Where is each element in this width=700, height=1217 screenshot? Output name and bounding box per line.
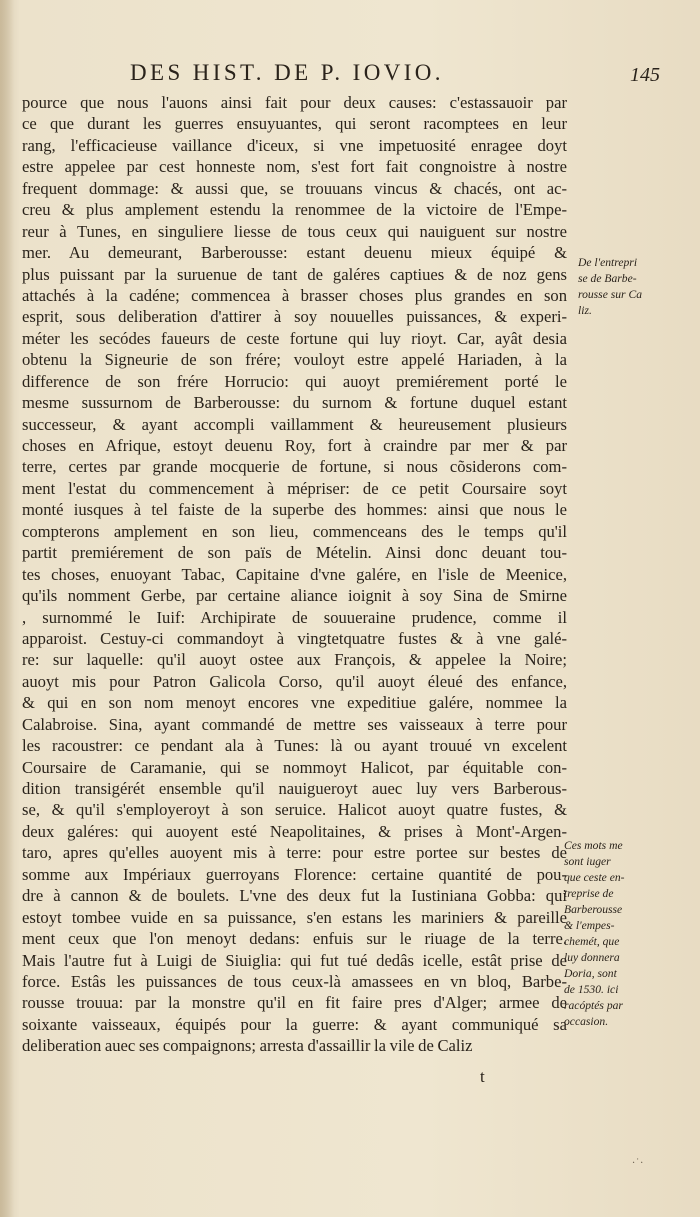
text-line: terre, certes par grande mocquerie de fortune, si nous cõsiderons com- [22,457,567,477]
page-header [130,60,660,90]
text-line: dre à cannon & de boulets. L'vne des deux fut la Iustiniana Gobba: qui [22,886,567,906]
text-line: compterons amplement en son lieu, commenceans des le temps qu'il [22,521,567,541]
text-line: Coursaire de Caramanie, qui se nommoyt Halicot, par équitable con- [22,757,567,777]
margin-note-line: occasion. [564,1015,609,1028]
text-line: dition transigérét ensemble qu'il nauigueroyt auec luy vers Barberous- [22,779,567,798]
text-line: se, & qu'il s'employeroyt à son seruice. Halicot auoyt quatre fustes, & [22,800,567,820]
text-line: estoyt tombee vuide en sa puissance, s'en estans les mariniers & pareille [22,907,567,927]
margin-note-entreprise [578,255,696,319]
text-line: ment l'estat du commencement à mépriser: de ce petit Coursaire soyt [22,478,567,498]
text-line: les racoustrer: ce pendant ala à Tunes: là ou ayant trouué vn excelent [22,736,567,756]
margin-note-line: luy donnera [564,951,620,964]
text-line: frequent dommage: & aussi que, se trouuans vincus & chacés, ont ac- [22,178,567,198]
text-line: mesme sussurnom de Barberousse: du surnom & fortune duquel estant [22,393,567,413]
text-line: attachés à la cadéne; commencea à brasser choses plus grandes en son [22,285,567,305]
margin-note-line: racóptés par [564,999,623,1012]
text-line: Calabroise. Sina, ayant commandé de mettre ses vaisseaux à terre pour [22,714,567,734]
text-line: monté iusques à tel faiste de la superbe des hommes: ainsi que nous le [22,500,567,520]
text-line: taro, apres qu'elles auoyent mis à terre: pour estre portee sur bestes de [22,843,567,863]
text-line: partit premiérement de son païs de Mételin. Ainsi donc deuant tou- [22,543,567,563]
text-line: soixante vaisseaux, équipés pour la guerre: & ayant communiqué sa [22,1014,567,1034]
margin-note-line: chemét, que [564,935,620,948]
text-line: apparoist. Cestuy-ci commandoyt à vingtetquatre fustes & à vne galé- [22,628,567,648]
text-line: ment ceux que l'on menoyt dedans: enfuis sur le riuage de la terre. [22,929,567,949]
text-line: obtenu la Signeurie de son frére; vouloyt estre appelé Hariaden, à la [22,350,567,370]
text-line: ce que durant les guerres ensuyuantes, qui seront racomptees en leur [22,114,567,134]
margin-note-line: sont iuger [564,855,611,868]
text-line: plus puissant par la suruenue de tant de galéres captiues & de noz gens [22,264,567,284]
text-line: deux galéres: qui auoyent esté Neapolitaines, & prises à Mont'-Argen- [22,821,567,841]
margin-note-line: rousse sur Ca [578,288,642,301]
body-text [22,92,567,1057]
margin-note-line: Doria, sont [564,967,617,980]
page-speck: ·˙· [632,1158,644,1169]
margin-note-line: Ces mots me [564,839,623,852]
text-line: esprit, sous deliberation d'attirer à soy nouuelles puissances, & experi- [22,307,567,327]
text-line: rousse trouua: par la monstre qu'il en fit faire pres d'Alger; armee de [22,993,567,1013]
text-line: auoyt mis pour Patron Galicola Corso, qu'il auoyt éleué des enfance, [22,671,567,691]
text-line: creu & plus amplement estendu la renommee de la victoire de l'Empe- [22,200,567,220]
margin-note-doria [564,838,694,1030]
text-line: successeur, & ayant accompli vaillamment & heureusement plusieurs [22,414,567,434]
text-line: mer. Au demeurant, Barberousse: estant deuenu mieux équipé & [22,243,567,263]
text-line: méter les secódes faueurs de ceste fortune qui luy rioyt. Car, ayât desia [22,328,567,348]
text-line: difference de son frére Horrucio: qui auoyt premiérement porté le [22,371,567,391]
page-gutter-shadow [0,0,14,1217]
margin-note-line: liz. [578,304,592,317]
signature-mark: t [480,1067,485,1086]
text-line: force. Estâs les puissances de tous ceux-là amassees en vn bloq, Barbe- [22,971,567,991]
text-line: tes choses, enuoyant Tabac, Capitaine d'vne galére, en l'isle de Meenice, [22,564,567,584]
text-line: , surnommé le Iuif: Archipirate de souueraine prudence, comme il [22,607,567,627]
text-line: re: sur laquelle: qu'il auoyt ostee aux François, & appelee la Noire; [22,650,567,670]
text-line: rang, l'efficacieuse vaillance d'iceux, si vne impetuosité enragee doyt [22,135,567,155]
text-line: estre appelee par cest honneste nom, s'est fort fait congnoistre à nostre [22,157,567,177]
margin-note-line: que ceste en- [564,871,625,884]
margin-note-line: treprise de [564,887,614,900]
margin-note-line: De l'entrepri [578,256,638,269]
folio-number: 145 [630,64,660,86]
running-head: DES HIST. DE P. IOVIO. [130,60,444,85]
margin-note-line: de 1530. ici [564,983,619,996]
text-line: pource que nous l'auons ainsi fait pour deux causes: c'estassauoir par [22,93,567,112]
text-line: & qui en son nom menoyt encores vne expeditiue galére, nommee la [22,693,567,713]
text-line: Mais l'autre fut à Luigi de Siuiglia: qui fut tué dedâs icelle, estât prise de [22,950,567,970]
text-line: somme aux Impériaux guerroyans Florence: certaine quantité de pou- [22,864,567,884]
text-line: deliberation auec ses compaignons; arresta d'assaillir la vile de Caliz [22,1036,473,1056]
margin-note-line: se de Barbe- [578,272,637,285]
margin-note-line: Barberousse [564,903,623,916]
text-line: qu'ils nomment Gerbe, par certaine aliance ioignit à soy Sina de Smirne [22,586,567,606]
margin-note-line: & l'empes- [564,919,615,932]
text-line: reur à Tunes, en singuliere liesse de tous ceux qui nauiguent sur nostre [22,221,567,241]
text-line: choses en Afrique, estoyt deuenu Roy, fort à craindre par mer & par [22,436,567,455]
